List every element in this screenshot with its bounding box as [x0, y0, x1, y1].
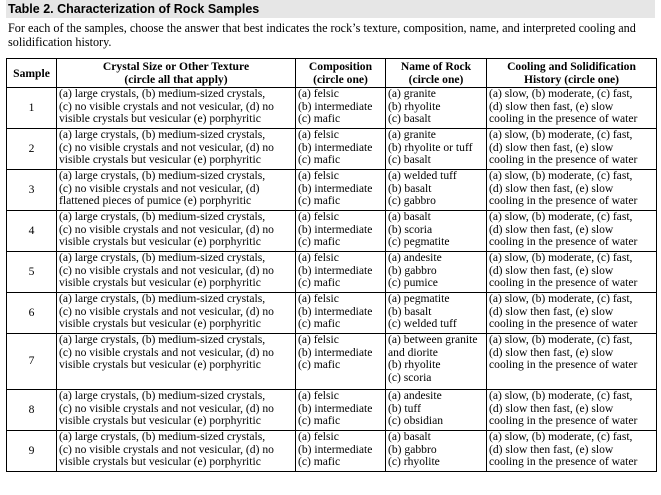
name-option-line: (c) rhyolite — [388, 455, 440, 468]
cooling-option-line: (a) slow, (b) moderate, (c) fast, — [489, 333, 633, 346]
composition-option-line: (b) intermediate — [298, 99, 373, 113]
texture-cell — [57, 211, 296, 252]
table-row — [7, 170, 657, 211]
name-option-line: (a) between granite — [388, 333, 478, 346]
texture-option-line: (c) no visible crystals and not vesicular, (d) no — [59, 442, 274, 456]
composition-option-line: (a) felsic — [298, 389, 339, 402]
name-option-line: (c) gabbro — [388, 194, 436, 207]
cooling-cell — [487, 431, 657, 472]
name-option-line: (c) pumice — [388, 276, 438, 289]
texture-option-line: visible crystals but vesicular (e) porphyritic — [59, 317, 261, 330]
rock-samples-table — [6, 58, 657, 472]
composition-option-line: (a) felsic — [298, 169, 339, 182]
table-row — [7, 390, 657, 431]
cooling-option-line: (a) slow, (b) moderate, (c) fast, — [489, 128, 633, 141]
cooling-option-line: cooling in the presence of water — [489, 235, 638, 248]
texture-option-line: (c) no visible crystals and not vesicular, (d) no — [59, 345, 274, 359]
table-row — [7, 431, 657, 472]
composition-option-line: (c) mafic — [298, 317, 341, 330]
header-cooling-line: Cooling and Solidification — [507, 60, 636, 73]
header-name-line: Name of Rock — [400, 60, 472, 73]
table-title: Table 2. Characterization of Rock Samples — [6, 0, 655, 18]
name-cell — [386, 431, 487, 472]
header-texture — [57, 59, 296, 88]
cooling-option-line: (d) slow then fast, (e) slow — [489, 345, 614, 359]
texture-option-line: (a) large crystals, (b) medium-sized crystals, — [59, 87, 266, 100]
texture-option-line: (c) no visible crystals and not vesicular, (d) no — [59, 304, 274, 318]
sample-number: 3 — [7, 170, 57, 211]
composition-option-line: (c) mafic — [298, 153, 341, 166]
name-option-line: (b) rhyolite — [388, 99, 441, 113]
name-option-line: (c) basalt — [388, 153, 431, 166]
name-cell — [386, 211, 487, 252]
cooling-option-line: (d) slow then fast, (e) slow — [489, 181, 614, 195]
name-cell — [386, 88, 487, 129]
name-option-line: (a) granite — [388, 128, 436, 141]
composition-option-line: (c) mafic — [298, 235, 341, 248]
cooling-cell — [487, 211, 657, 252]
cooling-option-line: (d) slow then fast, (e) slow — [489, 140, 614, 154]
cooling-option-line: (d) slow then fast, (e) slow — [489, 222, 614, 236]
composition-cell — [296, 334, 386, 390]
composition-cell — [296, 293, 386, 334]
cooling-cell — [487, 293, 657, 334]
name-option-line: (b) tuff — [388, 401, 421, 415]
composition-option-line: (c) mafic — [298, 455, 341, 468]
texture-option-line: visible crystals but vesicular (e) porphyritic — [59, 112, 261, 125]
sample-number: 2 — [7, 129, 57, 170]
name-cell — [386, 293, 487, 334]
cooling-option-line: (d) slow then fast, (e) slow — [489, 263, 614, 277]
composition-option-line: (b) intermediate — [298, 304, 373, 318]
texture-option-line: (c) no visible crystals and not vesicular, (d) no — [59, 99, 274, 113]
table-row — [7, 129, 657, 170]
texture-option-line: visible crystals but vesicular (e) porphyritic — [59, 414, 261, 427]
name-option-line: (c) basalt — [388, 112, 431, 125]
composition-option-line: (a) felsic — [298, 128, 339, 141]
texture-cell — [57, 170, 296, 211]
cooling-option-line: (a) slow, (b) moderate, (c) fast, — [489, 87, 633, 100]
header-name-line: (circle one) — [408, 73, 464, 86]
composition-option-line: (b) intermediate — [298, 401, 373, 415]
cooling-cell — [487, 170, 657, 211]
composition-cell — [296, 129, 386, 170]
table-header-row — [7, 59, 657, 88]
cooling-option-line: cooling in the presence of water — [489, 358, 638, 371]
composition-option-line: (c) mafic — [298, 112, 341, 125]
cooling-option-line: cooling in the presence of water — [489, 112, 638, 125]
texture-option-line: (a) large crystals, (b) medium-sized crystals, — [59, 128, 266, 141]
cooling-cell — [487, 390, 657, 431]
texture-option-line: visible crystals but vesicular (e) porphyritic — [59, 455, 261, 468]
texture-option-line: (a) large crystals, (b) medium-sized crystals, — [59, 333, 266, 346]
header-name — [386, 59, 487, 88]
name-option-line: (a) andesite — [388, 251, 442, 264]
texture-cell — [57, 88, 296, 129]
table-row — [7, 88, 657, 129]
cooling-option-line: (d) slow then fast, (e) slow — [489, 442, 614, 456]
texture-option-line: (c) no visible crystals and not vesicular, (d) no — [59, 222, 274, 236]
texture-option-line: visible crystals but vesicular (e) porphyritic — [59, 235, 261, 248]
texture-cell — [57, 390, 296, 431]
composition-cell — [296, 170, 386, 211]
cooling-option-line: (a) slow, (b) moderate, (c) fast, — [489, 210, 633, 223]
texture-option-line: (a) large crystals, (b) medium-sized crystals, — [59, 251, 266, 264]
header-cooling — [487, 59, 657, 88]
composition-option-line: (c) mafic — [298, 414, 341, 427]
cooling-cell — [487, 334, 657, 390]
name-option-line: (b) rhyolite — [388, 358, 441, 371]
table-row — [7, 252, 657, 293]
name-cell — [386, 129, 487, 170]
sample-number: 6 — [7, 293, 57, 334]
texture-option-line: visible crystals but vesicular (e) porphyritic — [59, 276, 261, 289]
texture-cell — [57, 252, 296, 293]
cooling-cell — [487, 129, 657, 170]
composition-option-line: (b) intermediate — [298, 345, 373, 359]
composition-option-line: (b) intermediate — [298, 222, 373, 236]
table-row — [7, 334, 657, 390]
texture-option-line: (c) no visible crystals and not vesicular, (d) — [59, 181, 260, 195]
texture-option-line: (a) large crystals, (b) medium-sized crystals, — [59, 292, 266, 305]
name-option-line: (b) gabbro — [388, 442, 437, 456]
composition-option-line: (b) intermediate — [298, 181, 373, 195]
cooling-option-line: (d) slow then fast, (e) slow — [489, 304, 614, 318]
header-composition-line: (circle one) — [313, 73, 368, 86]
cooling-option-line: cooling in the presence of water — [489, 194, 638, 207]
cooling-option-line: (a) slow, (b) moderate, (c) fast, — [489, 169, 633, 182]
name-option-line: (a) andesite — [388, 389, 442, 402]
composition-cell — [296, 390, 386, 431]
composition-option-line: (a) felsic — [298, 87, 339, 100]
name-cell — [386, 170, 487, 211]
header-composition-line: Composition — [308, 60, 373, 73]
composition-option-line: (c) mafic — [298, 276, 341, 289]
cooling-option-line: cooling in the presence of water — [489, 455, 638, 468]
composition-option-line: (a) felsic — [298, 210, 339, 223]
name-cell — [386, 252, 487, 293]
name-option-line: (c) welded tuff — [388, 317, 457, 330]
composition-cell — [296, 252, 386, 293]
cooling-option-line: (a) slow, (b) moderate, (c) fast, — [489, 389, 633, 402]
texture-cell — [57, 334, 296, 390]
sample-number: 4 — [7, 211, 57, 252]
name-option-line: (c) obsidian — [388, 414, 444, 427]
header-sample — [7, 59, 57, 88]
table-row — [7, 211, 657, 252]
name-option-line: (b) scoria — [388, 222, 433, 236]
composition-cell — [296, 211, 386, 252]
header-cooling-line: History (circle one) — [523, 73, 620, 86]
name-option-line: (a) granite — [388, 87, 436, 100]
texture-option-line: (a) large crystals, (b) medium-sized crystals, — [59, 210, 266, 223]
texture-option-line: visible crystals but vesicular (e) porphyritic — [59, 358, 261, 371]
texture-option-line: (a) large crystals, (b) medium-sized crystals, — [59, 389, 266, 402]
name-option-line: (a) pegmatite — [388, 292, 450, 305]
composition-option-line: (c) mafic — [298, 194, 341, 207]
cooling-option-line: cooling in the presence of water — [489, 317, 638, 330]
cooling-option-line: (a) slow, (b) moderate, (c) fast, — [489, 430, 633, 443]
name-option-line: (b) gabbro — [388, 263, 437, 277]
cooling-option-line: (a) slow, (b) moderate, (c) fast, — [489, 292, 633, 305]
cooling-option-line: cooling in the presence of water — [489, 414, 638, 427]
name-option-line: (b) basalt — [388, 304, 432, 318]
composition-cell — [296, 88, 386, 129]
cooling-option-line: cooling in the presence of water — [489, 153, 638, 166]
name-cell — [386, 334, 487, 390]
sample-number: 9 — [7, 431, 57, 472]
texture-cell — [57, 293, 296, 334]
composition-option-line: (a) felsic — [298, 251, 339, 264]
table-row — [7, 293, 657, 334]
sample-number: 5 — [7, 252, 57, 293]
composition-option-line: (c) mafic — [298, 358, 341, 371]
texture-option-line: (c) no visible crystals and not vesicular, (d) no — [59, 263, 274, 277]
cooling-option-line: (d) slow then fast, (e) slow — [489, 99, 614, 113]
name-option-line: (a) basalt — [388, 210, 431, 223]
cooling-option-line: (d) slow then fast, (e) slow — [489, 401, 614, 415]
composition-option-line: (a) felsic — [298, 430, 339, 443]
composition-option-line: (a) felsic — [298, 333, 339, 346]
header-texture-line: (circle all that apply) — [124, 73, 228, 86]
name-option-line: (b) rhyolite or tuff — [388, 140, 473, 154]
name-option-line: (a) welded tuff — [388, 169, 457, 182]
texture-option-line: flattened pieces of pumice (e) porphyritic — [59, 194, 252, 207]
composition-option-line: (a) felsic — [298, 292, 339, 305]
header-composition — [296, 59, 386, 88]
composition-option-line: (b) intermediate — [298, 263, 373, 277]
name-option-line: (b) basalt — [388, 181, 432, 195]
texture-option-line: (a) large crystals, (b) medium-sized crystals, — [59, 169, 266, 182]
name-option-line: (a) basalt — [388, 430, 431, 443]
sample-number: 8 — [7, 390, 57, 431]
texture-cell — [57, 431, 296, 472]
composition-option-line: (b) intermediate — [298, 442, 373, 456]
texture-option-line: (c) no visible crystals and not vesicular, (d) no — [59, 140, 274, 154]
sample-number: 1 — [7, 88, 57, 129]
cooling-option-line: cooling in the presence of water — [489, 276, 638, 289]
cooling-option-line: (a) slow, (b) moderate, (c) fast, — [489, 251, 633, 264]
texture-option-line: visible crystals but vesicular (e) porphyritic — [59, 153, 261, 166]
name-option-line: (c) scoria — [388, 370, 432, 384]
name-cell — [386, 390, 487, 431]
name-option-line: and diorite — [388, 345, 438, 359]
texture-option-line: (c) no visible crystals and not vesicular, (d) no — [59, 401, 274, 415]
name-option-line: (c) pegmatite — [388, 235, 450, 248]
composition-option-line: (b) intermediate — [298, 140, 373, 154]
cooling-cell — [487, 88, 657, 129]
instructions: For each of the samples, choose the answer that best indicates the rock’s texture, composition, name, and interpreted cooling and solidification history. — [8, 21, 636, 49]
sample-number: 7 — [7, 334, 57, 390]
header-texture-line: Crystal Size or Other Texture — [102, 60, 250, 73]
header-sample-label: Sample — [13, 67, 50, 80]
texture-cell — [57, 129, 296, 170]
composition-cell — [296, 431, 386, 472]
cooling-cell — [487, 252, 657, 293]
texture-option-line: (a) large crystals, (b) medium-sized crystals, — [59, 430, 266, 443]
